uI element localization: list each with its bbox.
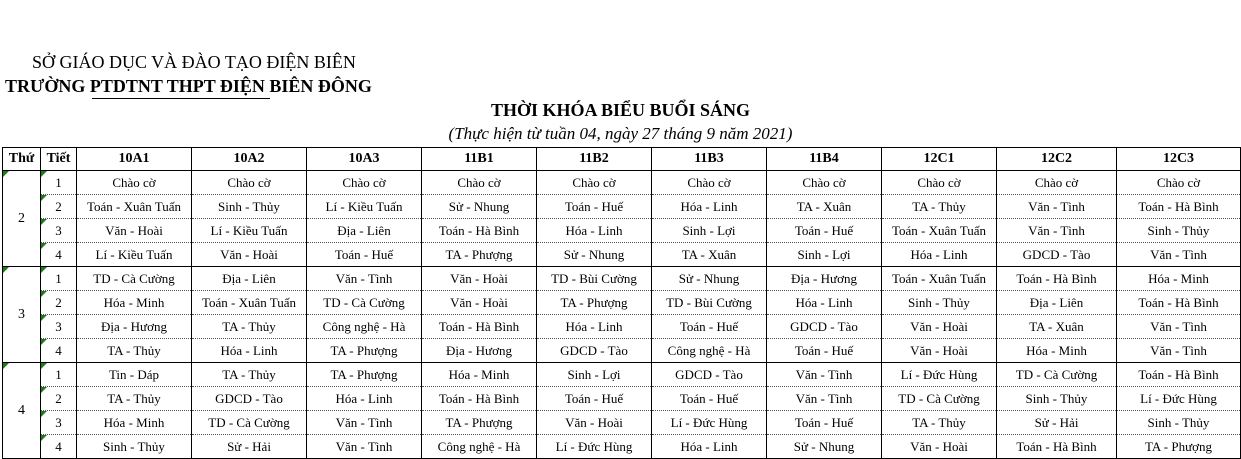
header-class: 12C1 [882,148,997,171]
lesson-cell: Toán - Huế [307,243,422,267]
lesson-cell: Chào cờ [537,171,652,195]
lesson-cell: Hóa - Linh [537,219,652,243]
cell-marker-icon [41,339,47,345]
cell-marker-icon [3,267,9,273]
lesson-cell: Sinh - Thủy [77,435,192,459]
lesson-cell: Địa - Hương [767,267,882,291]
lesson-cell: Toán - Hà Bình [997,267,1117,291]
lesson-cell: TA - Thủy [77,339,192,363]
timetable-row [3,243,1241,267]
timetable-row [3,171,1241,195]
lesson-cell: Văn - Hoài [882,315,997,339]
lesson-cell: Hóa - Linh [652,435,767,459]
header-class: 11B3 [652,148,767,171]
period-label: 1 [55,366,62,382]
lesson-cell: Sinh - Thủy [1117,219,1241,243]
page-title: THỜI KHÓA BIỂU BUỔI SÁNG [490,100,751,120]
lesson-cell: Địa - Liên [307,219,422,243]
lesson-cell: Địa - Hương [77,315,192,339]
timetable-row [3,411,1241,435]
lesson-cell: Toán - Hà Bình [997,435,1117,459]
lesson-cell: Văn - Hoài [77,219,192,243]
lesson-cell: Toán - Xuân Tuấn [882,219,997,243]
lesson-cell: Toán - Hà Bình [1117,195,1241,219]
page-subtitle: (Thực hiện từ tuần 04, ngày 27 tháng 9 năm 2021) [448,124,793,143]
lesson-cell: Toán - Hà Bình [1117,291,1241,315]
lesson-cell: Sử - Hải [997,411,1117,435]
cell-marker-icon [41,291,47,297]
lesson-cell: Văn - Tình [307,267,422,291]
header-day: Thứ [3,148,41,171]
lesson-cell: Văn - Tình [767,387,882,411]
lesson-cell: TA - Thủy [192,315,307,339]
header-period: Tiết [41,148,77,171]
lesson-cell: Lí - Đức Hùng [1117,387,1241,411]
department-name: SỞ GIÁO DỤC VÀ ĐÀO TẠO ĐIỆN BIÊN [32,52,356,72]
lesson-cell: Toán - Huế [767,339,882,363]
header-class: 10A1 [77,148,192,171]
lesson-cell: Toán - Hà Bình [1117,363,1241,387]
period-label: 4 [55,246,62,262]
period-cell [41,291,77,315]
day-label: 2 [18,210,25,226]
lesson-cell: TD - Bùi Cường [652,291,767,315]
lesson-cell: Văn - Hoài [537,411,652,435]
lesson-cell: Toán - Xuân Tuấn [192,291,307,315]
cell-marker-icon [41,387,47,393]
lesson-cell: Hóa - Linh [307,387,422,411]
lesson-cell: Toán - Huế [537,195,652,219]
lesson-cell: Chào cờ [1117,171,1241,195]
lesson-cell: Sử - Nhung [652,267,767,291]
lesson-cell: TA - Phượng [1117,435,1241,459]
lesson-cell: Lí - Đức Hùng [537,435,652,459]
timetable-row [3,195,1241,219]
lesson-cell: Toán - Huế [767,219,882,243]
lesson-cell: GDCD - Tào [192,387,307,411]
lesson-cell: Lí - Kiều Tuấn [307,195,422,219]
period-label: 2 [55,198,62,214]
lesson-cell: Địa - Hương [422,339,537,363]
lesson-cell: Sinh - Thủy [192,195,307,219]
lesson-cell: Toán - Huế [767,411,882,435]
lesson-cell: TD - Cà Cường [77,267,192,291]
lesson-cell: TA - Phượng [307,363,422,387]
lesson-cell: TA - Thủy [192,363,307,387]
period-label: 4 [55,342,62,358]
period-label: 1 [55,270,62,286]
timetable-row [3,339,1241,363]
day-cell [3,171,41,267]
school-name: TRƯỜNG PTDTNT THPT ĐIỆN BIÊN ĐÔNG [5,76,372,96]
lesson-cell: Sử - Nhung [422,195,537,219]
lesson-cell: Sinh - Lợi [767,243,882,267]
lesson-cell: TD - Cà Cường [882,387,997,411]
lesson-cell: GDCD - Tào [652,363,767,387]
lesson-cell: Chào cờ [882,171,997,195]
cell-marker-icon [41,243,47,249]
lesson-cell: Sinh - Thủy [882,291,997,315]
lesson-cell: Hóa - Linh [192,339,307,363]
header-class: 11B4 [767,148,882,171]
period-label: 4 [55,438,62,454]
lesson-cell: TD - Cà Cường [192,411,307,435]
timetable-row [3,435,1241,459]
lesson-cell: TD - Cà Cường [307,291,422,315]
lesson-cell: Chào cờ [997,171,1117,195]
period-cell [41,243,77,267]
lesson-cell: Sinh - Lợi [652,219,767,243]
period-cell [41,411,77,435]
lesson-cell: Toán - Hà Bình [422,219,537,243]
period-label: 3 [55,414,62,430]
lesson-cell: Chào cờ [77,171,192,195]
period-cell [41,435,77,459]
timetable-row [3,267,1241,291]
lesson-cell: Lí - Đức Hùng [882,363,997,387]
timetable-row [3,387,1241,411]
lesson-cell: Sinh - Thủy [1117,411,1241,435]
lesson-cell: Hóa - Linh [537,315,652,339]
lesson-cell: Toán - Huế [652,387,767,411]
lesson-cell: TA - Phượng [422,411,537,435]
period-cell [41,363,77,387]
lesson-cell: TA - Thủy [882,195,997,219]
lesson-cell: Hóa - Linh [767,291,882,315]
lesson-cell: Văn - Hoài [882,435,997,459]
lesson-cell: Sử - Nhung [537,243,652,267]
timetable-row [3,219,1241,243]
period-label: 3 [55,222,62,238]
lesson-cell: Chào cờ [307,171,422,195]
day-cell [3,267,41,363]
lesson-cell: Văn - Tình [1117,243,1241,267]
lesson-cell: Sử - Hải [192,435,307,459]
lesson-cell: TA - Phượng [537,291,652,315]
period-label: 1 [55,174,62,190]
lesson-cell: Toán - Hà Bình [422,387,537,411]
lesson-cell: Văn - Tình [1117,339,1241,363]
lesson-cell: Văn - Tình [997,195,1117,219]
lesson-cell: TA - Phượng [307,339,422,363]
period-label: 2 [55,390,62,406]
lesson-cell: Toán - Huế [537,387,652,411]
header-class: 11B2 [537,148,652,171]
lesson-cell: Chào cờ [422,171,537,195]
day-label: 3 [18,306,25,322]
lesson-cell: TA - Xuân [652,243,767,267]
period-cell [41,219,77,243]
lesson-cell: TA - Xuân [767,195,882,219]
lesson-cell: Lí - Kiều Tuấn [77,243,192,267]
lesson-cell: Công nghệ - Hà [307,315,422,339]
lesson-cell: Văn - Tình [307,411,422,435]
period-label: 3 [55,318,62,334]
lesson-cell: Hóa - Linh [882,243,997,267]
timetable-row [3,363,1241,387]
cell-marker-icon [41,363,47,369]
lesson-cell: Hóa - Minh [997,339,1117,363]
period-cell [41,387,77,411]
lesson-cell: Chào cờ [652,171,767,195]
lesson-cell: Chào cờ [192,171,307,195]
cell-marker-icon [41,171,47,177]
lesson-cell: Sinh - Thủy [997,387,1117,411]
lesson-cell: Lí - Đức Hùng [652,411,767,435]
lesson-cell: Hóa - Minh [77,411,192,435]
lesson-cell: Văn - Hoài [422,291,537,315]
cell-marker-icon [41,267,47,273]
lesson-cell: Sử - Nhung [767,435,882,459]
lesson-cell: Công nghệ - Hà [652,339,767,363]
lesson-cell: Chào cờ [767,171,882,195]
cell-marker-icon [41,435,47,441]
school-underline [92,98,270,99]
header-class: 11B1 [422,148,537,171]
lesson-cell: Lí - Kiều Tuấn [192,219,307,243]
lesson-cell: TA - Xuân [997,315,1117,339]
lesson-cell: TA - Thủy [882,411,997,435]
lesson-cell: Địa - Liên [997,291,1117,315]
lesson-cell: TD - Cà Cường [997,363,1117,387]
header-row [3,148,1241,171]
day-cell [3,363,41,459]
lesson-cell: Tin - Dáp [77,363,192,387]
header-class: 10A3 [307,148,422,171]
lesson-cell: Toán - Xuân Tuấn [882,267,997,291]
lesson-cell: Địa - Liên [192,267,307,291]
period-cell [41,195,77,219]
lesson-cell: Văn - Hoài [422,267,537,291]
cell-marker-icon [41,315,47,321]
day-label: 4 [18,402,25,418]
lesson-cell: GDCD - Tào [767,315,882,339]
period-cell [41,315,77,339]
lesson-cell: GDCD - Tào [997,243,1117,267]
period-cell [41,171,77,195]
lesson-cell: Sinh - Lợi [537,363,652,387]
header-class: 12C3 [1117,148,1241,171]
cell-marker-icon [41,195,47,201]
lesson-cell: TA - Phượng [422,243,537,267]
lesson-cell: Văn - Hoài [882,339,997,363]
timetable-row [3,291,1241,315]
lesson-cell: TD - Bùi Cường [537,267,652,291]
lesson-cell: Văn - Tình [1117,315,1241,339]
lesson-cell: GDCD - Tào [537,339,652,363]
period-cell [41,267,77,291]
lesson-cell: Hóa - Minh [77,291,192,315]
lesson-cell: Văn - Hoài [192,243,307,267]
lesson-cell: Toán - Hà Bình [422,315,537,339]
lesson-cell: Công nghệ - Hà [422,435,537,459]
cell-marker-icon [41,411,47,417]
header-class: 10A2 [192,148,307,171]
timetable-row [3,315,1241,339]
lesson-cell: Hóa - Minh [1117,267,1241,291]
cell-marker-icon [3,171,9,177]
header-class: 12C2 [997,148,1117,171]
lesson-cell: Hóa - Minh [422,363,537,387]
period-label: 2 [55,294,62,310]
cell-marker-icon [3,363,9,369]
lesson-cell: TA - Thủy [77,387,192,411]
cell-marker-icon [41,219,47,225]
period-cell [41,339,77,363]
lesson-cell: Hóa - Linh [652,195,767,219]
lesson-cell: Văn - Tình [767,363,882,387]
lesson-cell: Văn - Tình [997,219,1117,243]
lesson-cell: Toán - Xuân Tuấn [77,195,192,219]
timetable [2,147,1241,459]
lesson-cell: Văn - Tình [307,435,422,459]
lesson-cell: Toán - Huế [652,315,767,339]
